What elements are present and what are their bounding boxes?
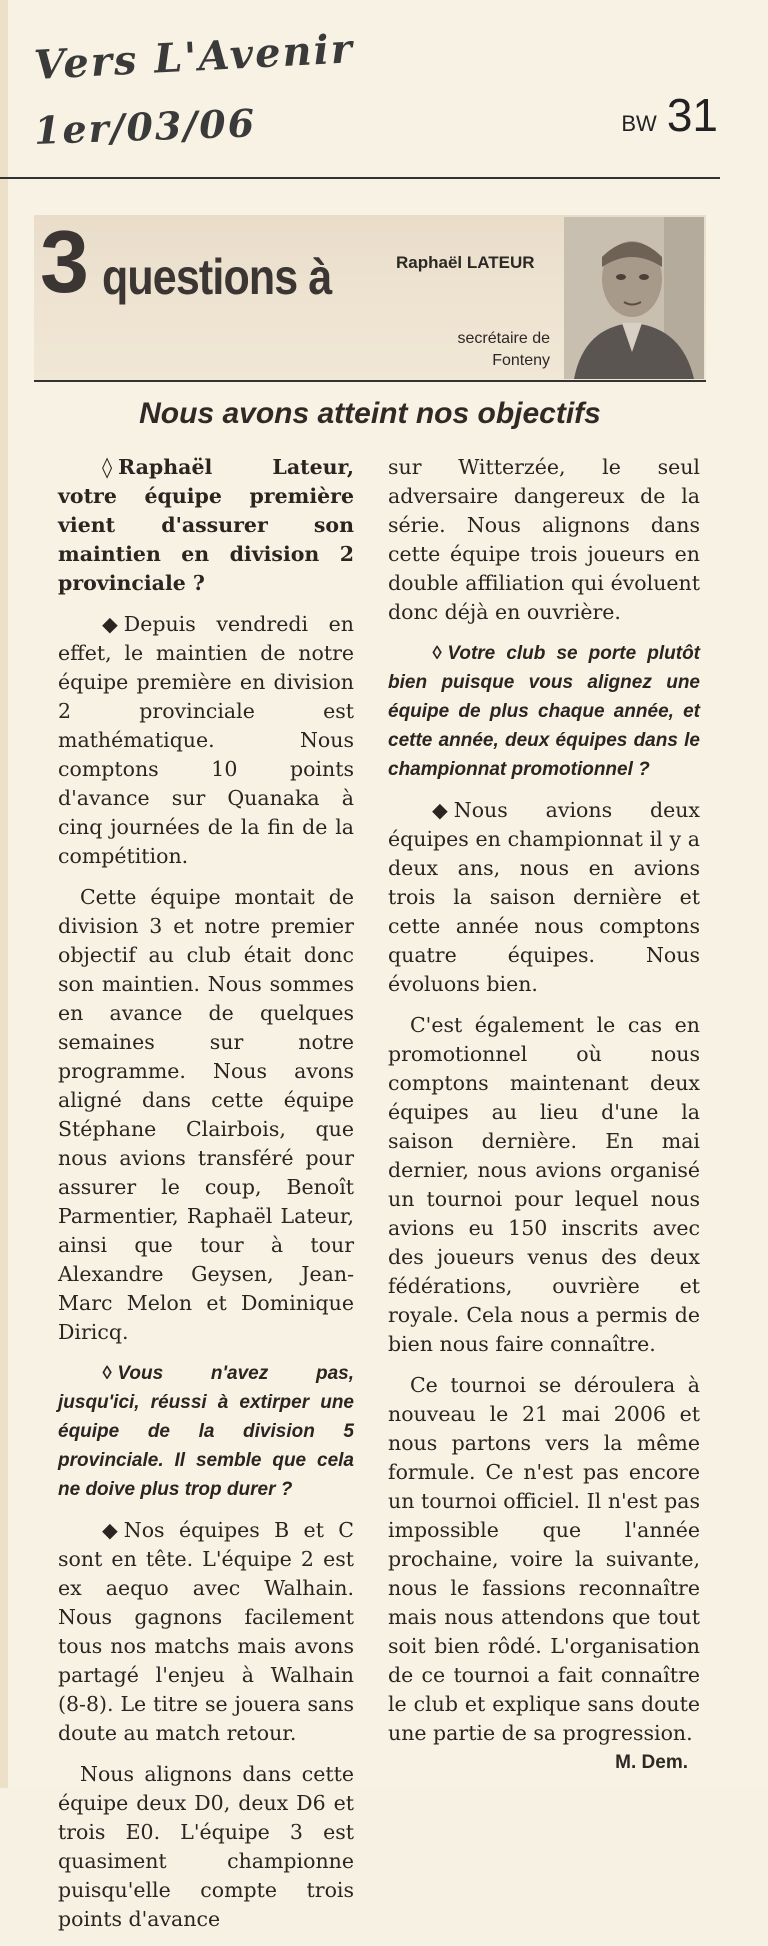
answer-3 [388, 796, 700, 999]
paragraph-continued: sur Witterzée, le seul adversaire dangereux de la série. Nous alignons dans cette équipe trois joueurs en double affiliation qui évoluent donc déjà en ouvrière. [388, 455, 700, 624]
diamond-filled-icon: ◆ [102, 1518, 118, 1542]
question-1-text: Raphaël Lateur, votre équipe première vient d'assurer son maintien en division 2 provinciale ? [58, 455, 354, 595]
question-3 [388, 639, 700, 784]
answer-2 [58, 1516, 354, 1748]
paragraph: Cette équipe montait de division 3 et notre premier objectif au club était donc son maintien. Nous sommes en avance de quelques semaines sur notre programme. Nous avons aligné dans cette équipe Stéphane Clairbois, que nous avions transféré pour assurer le coup, Benoît Parmentier, Raphaël Lateur, ainsi que tour à tour Alexandre Geysen, Jean-Marc Melon et Dominique Diricq. [58, 885, 354, 1344]
question-2-text: Vous n'avez pas, jusqu'ici, réussi à extirper une équipe de la division 5 provinciale. Il semble que cela ne doive plus trop durer ? [58, 1363, 354, 1500]
top-divider [0, 177, 720, 179]
diamond-filled-icon: ◆ [102, 612, 118, 636]
answer-2-text: Nos équipes B et C sont en tête. L'équipe 2 est ex aequo avec Walhain. Nous gagnons facilement tous nos matchs mais avons partagé l'enjeu à Walhain (8-8). Le titre se jouera sans doute au match retour. [58, 1518, 354, 1745]
portrait-photo [564, 217, 704, 379]
role-line-2: Fonteny [492, 352, 550, 369]
interviewee-name: Raphaël LATEUR [396, 253, 535, 272]
edition-label: BW [621, 111, 657, 136]
banner-divider [34, 380, 706, 382]
role-line-1: secrétaire de [457, 330, 550, 347]
diamond-outline-icon: ◊ [102, 1363, 112, 1384]
handwritten-date: 1er/03/06 [33, 100, 257, 153]
left-column [58, 453, 354, 1946]
answer-3-text: Nous avions deux équipes en championnat il y a deux ans, nous en avions trois la saison dernière et cette année nous comptons quatre équipes. Nous évoluons bien. [388, 798, 700, 996]
question-2 [58, 1359, 354, 1504]
banner-title: questions à [102, 249, 332, 305]
page-number-block [621, 88, 718, 142]
author-signature: M. Dem. [615, 1752, 688, 1773]
paragraph: Nous alignons dans cette équipe deux D0, deux D6 et trois E0. L'équipe 3 est quasiment championne puisqu'elle compte trois points d'avance [58, 1762, 354, 1931]
diamond-outline-icon: ◊ [102, 455, 113, 479]
paragraph: Ce tournoi se déroulera à nouveau le 21 mai 2006 et nous partons vers la même formule. Ce n'est pas encore un tournoi officiel. Il n'est pas impossible que l'année prochaine, voire la suivante, nous le fassions reconnaître mais nous attendons que tout soit bien rôdé. L'organisation de ce tournoi a fait connaître le club et explique sans doute une partie de sa progression. [388, 1373, 700, 1745]
banner-number: 3 [40, 212, 89, 311]
person-portrait-icon [564, 217, 704, 379]
paragraph: C'est également le cas en promotionnel où nous comptons maintenant deux équipes au lieu d'une la saison dernière. En mai dernier, nous avions organisé un tournoi pour lequel nous avions eu 150 inscrits avec des joueurs venus des deux fédérations, ouvrière et royale. Cela nous a permis de bien nous faire connaître. [388, 1013, 700, 1356]
question-3-text: Votre club se porte plutôt bien puisque vous alignez une équipe de plus chaque année, et cette année, deux équipes dans le championnat promotionnel ? [388, 643, 700, 780]
right-column [388, 453, 700, 1760]
interviewee-role [420, 328, 550, 372]
handwritten-source: Vers L'Avenir [32, 25, 355, 89]
answer-1 [58, 610, 354, 871]
diamond-outline-icon: ◊ [432, 643, 442, 664]
diamond-filled-icon: ◆ [432, 798, 448, 822]
article-headline: Nous avons atteint nos objectifs [139, 397, 601, 430]
page-number: 31 [666, 89, 718, 141]
question-1 [58, 453, 354, 598]
answer-1-text: Depuis vendredi en effet, le maintien de notre équipe première en division 2 provinciale est mathématique. Nous comptons 10 points d'avance sur Quanaka à cinq journées de la fin de la compétition. [58, 612, 354, 868]
